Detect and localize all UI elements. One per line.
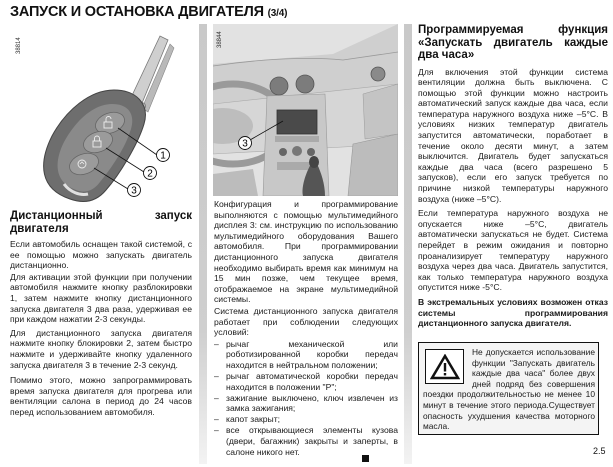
section-title-two-hour-start: Программируемая функция «Запускать двигатель каждые два часа» [418, 24, 608, 61]
paragraph: Для включения этой функции система вентиляции должна быть выключена. С помощью этой функции можно настроить автоматический запуск каждые два часа, если температура наружного воздуха ниже –5°C. В условиях низких температур двигатель запустится автоматически, поработает в течение около десяти минут, а затем выключится. Двигатель будет запускаться каждые два часа (всего разрешено 5 запусков), если его запуск требуется по причине низкой температуры наружного воздуха (ниже –5°C). [418, 66, 608, 204]
column-side-bar [199, 24, 207, 464]
callout-3 [128, 184, 141, 197]
paragraph: Помимо этого, можно запрограммировать время запуска двигателя для прогрева или вентиляции салона в период до 24 часов перед использованием автомобиля. [10, 375, 192, 417]
svg-text:2: 2 [147, 168, 153, 180]
paragraph: Если температура наружного воздуха не опускается ниже –5°C, двигатель автоматически запускаться не будет. Система перейдет в режим ожидания и повторно проанализирует температуру наружного воздуха через два часа. Двигатель запустится, как только температура наружного воздуха опустится ниже -5°C. [418, 208, 608, 293]
remote-start-section [10, 210, 192, 421]
paragraph: Если автомобиль оснащен такой системой, с ее помощью можно запускать двигатель дистанционно. [10, 239, 192, 271]
paragraph: Система дистанционного запуска двигателя работает при соблюдении следующих условий: [214, 305, 398, 338]
programming-section [214, 199, 398, 458]
svg-text:1: 1 [160, 150, 166, 162]
section-end-mark [362, 455, 369, 462]
callout-1 [157, 149, 170, 162]
keyfob-illustration [10, 24, 192, 204]
warning-triangle-icon [425, 349, 464, 384]
figure-id: 38814 [16, 37, 22, 54]
svg-text:3: 3 [131, 185, 137, 197]
list-item: – зажигание выключено, ключ извлечен из замка зажигания; [214, 393, 398, 414]
keyfob-figure [10, 24, 192, 204]
middle-column [199, 24, 399, 464]
callout-3 [239, 137, 252, 150]
warning-box [418, 342, 599, 435]
list-item: – капот закрыт; [214, 414, 398, 425]
dashboard-figure [213, 24, 398, 196]
section-title-remote-start: Дистанционный запуск двигателя [10, 210, 192, 235]
warning-text: Не допускается использование функции "Запускать двигатель каждые два часа" более двух дней подряд без совершения поездки продолжительностью не менее 10 минут в течение этого периода.Существует опасность ухудшения качества моторного масла. [423, 347, 595, 432]
paragraph: Конфигурация и программирование выполняются с помощью мультимедийного дисплея 3: см. инструкцию по использованию мультимедийного оборудования Вашего автомобиля. При программировании дистанционного запуска двигателя необходимо выбирать время как минимум на 15 мин позже, чем текущее время, отображаемое на экране мультимедийной системы. [214, 199, 398, 305]
bold-note: В экстремальных условиях возможен отказ системы программирования дистанционного запуска двигателя. [418, 296, 608, 329]
dashboard-illustration [213, 24, 398, 196]
page-part-indicator: (3/4) [267, 8, 288, 19]
two-hour-start-section [418, 24, 608, 332]
left-column [10, 24, 192, 464]
conditions-list [214, 339, 398, 458]
svg-text:3: 3 [242, 138, 248, 150]
list-item: – все открывающиеся элементы кузова (двери, багажник) закрыты и заперты, в салоне никого нет. [214, 425, 398, 457]
column-side-bar [404, 24, 412, 464]
paragraph: Для дистанционного запуска двигателя нажмите кнопку блокировки 2, затем быстро нажмите и удерживайте кнопку удаленного запуска двигателя 3 в течение 2-3 секунд. [10, 327, 192, 370]
callout-2 [144, 167, 157, 180]
list-item: – рычаг автоматической коробки передач находится в положении "P"; [214, 371, 398, 392]
right-column [404, 24, 610, 464]
paragraph: Для активации этой функции при получении автомобиля нажмите кнопку разблокировки 1, затем нажмите кнопку дистанционного запуска двигателя 3 два раза, удерживая ее при каждом нажатии 2-3 секунды. [10, 271, 192, 325]
page-title-text: ЗАПУСК И ОСТАНОВКА ДВИГАТЕЛЯ [10, 4, 264, 20]
figure-id: 38844 [217, 31, 223, 48]
multimedia-display [277, 110, 317, 134]
page-number: 2.5 [593, 446, 606, 456]
page-title [10, 4, 287, 20]
list-item: – рычаг механической или роботизированной коробки передач находится в нейтральном положении; [214, 339, 398, 371]
